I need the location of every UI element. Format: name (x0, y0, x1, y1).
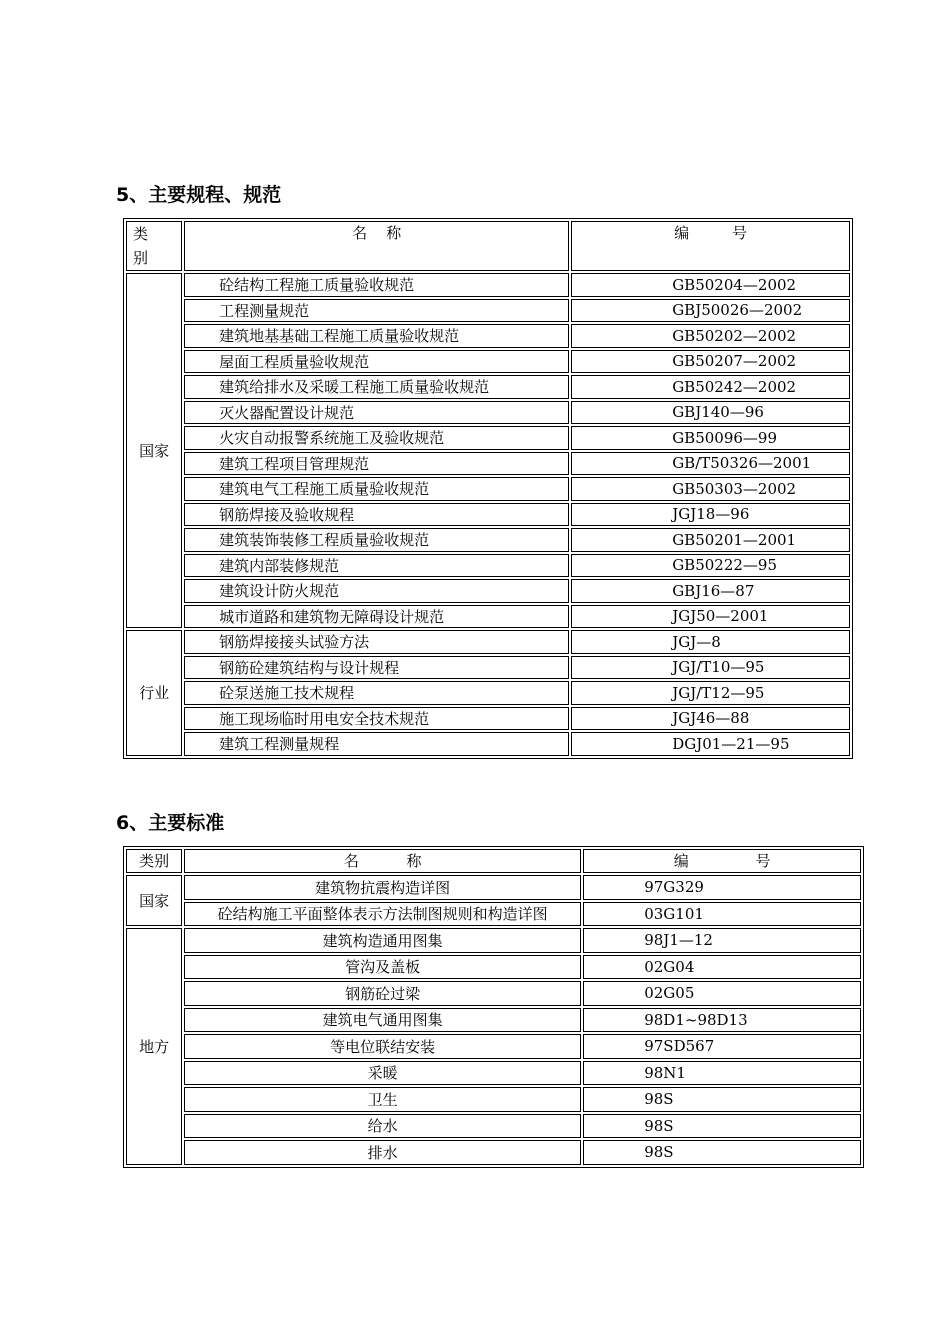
name-cell: 建筑物抗震构造详图 (184, 875, 581, 900)
table-row (126, 1140, 861, 1165)
code-cell: 98D1~98D13 (583, 1008, 861, 1033)
code-cell: JGJ18—96 (571, 503, 850, 527)
name-cell: 建筑工程项目管理规范 (184, 452, 569, 476)
header-name: 名 称 (184, 849, 581, 873)
name-cell: 钢筋砼建筑结构与设计规程 (184, 656, 569, 680)
code-cell: GB/T50326—2001 (571, 452, 850, 476)
header-code: 编 号 (571, 221, 850, 271)
header-row (126, 221, 850, 271)
name-cell: 建筑给排水及采暖工程施工质量验收规范 (184, 375, 569, 399)
table-row (126, 605, 850, 629)
code-cell: JGJ—8 (571, 630, 850, 654)
code-cell: GB50204—2002 (571, 273, 850, 297)
table-row (126, 1034, 861, 1059)
table-row (126, 299, 850, 323)
table-row (126, 528, 850, 552)
table-row (126, 273, 850, 297)
table-row (126, 401, 850, 425)
name-cell: 卫生 (184, 1087, 581, 1112)
name-cell: 屋面工程质量验收规范 (184, 350, 569, 374)
table-row (126, 902, 861, 927)
code-cell: GBJ16—87 (571, 579, 850, 603)
table-row (126, 1061, 861, 1086)
code-cell: 97SD567 (583, 1034, 861, 1059)
code-cell: GB50096—99 (571, 426, 850, 450)
section-5-heading: 5、主要规程、规范 (116, 184, 282, 206)
header-category: 类别 (126, 849, 182, 873)
table-row (126, 928, 861, 953)
name-cell: 等电位联结安装 (184, 1034, 581, 1059)
standards-table (123, 846, 864, 1168)
table-row (126, 681, 850, 705)
code-cell: GBJ50026—2002 (571, 299, 850, 323)
name-cell: 砼结构施工平面整体表示方法制图规则和构造详图 (184, 902, 581, 927)
table-row (126, 955, 861, 980)
name-cell: 建筑电气通用图集 (184, 1008, 581, 1033)
name-cell: 建筑构造通用图集 (184, 928, 581, 953)
table-row (126, 707, 850, 731)
code-cell: JGJ/T10—95 (571, 656, 850, 680)
code-cell: GB50222—95 (571, 554, 850, 578)
code-cell: JGJ50—2001 (571, 605, 850, 629)
code-cell: 98S (583, 1140, 861, 1165)
table-row (126, 732, 850, 756)
name-cell: 钢筋焊接接头试验方法 (184, 630, 569, 654)
table-row (126, 477, 850, 501)
table-row (126, 579, 850, 603)
code-cell: DGJ01—21—95 (571, 732, 850, 756)
name-cell: 建筑装饰装修工程质量验收规范 (184, 528, 569, 552)
code-cell: GB50202—2002 (571, 324, 850, 348)
name-cell: 建筑地基基础工程施工质量验收规范 (184, 324, 569, 348)
name-cell: 施工现场临时用电安全技术规范 (184, 707, 569, 731)
category-cell: 行业 (126, 630, 182, 756)
table-row (126, 375, 850, 399)
header-row (126, 849, 861, 873)
table-row (126, 1008, 861, 1033)
table-row (126, 1114, 861, 1139)
code-cell: 03G101 (583, 902, 861, 927)
name-cell: 管沟及盖板 (184, 955, 581, 980)
table-row (126, 426, 850, 450)
table-row (126, 981, 861, 1006)
table-row (126, 630, 850, 654)
table-row (126, 324, 850, 348)
name-cell: 建筑内部装修规范 (184, 554, 569, 578)
code-cell: GB50207—2002 (571, 350, 850, 374)
name-cell: 钢筋砼过梁 (184, 981, 581, 1006)
code-cell: 97G329 (583, 875, 861, 900)
header-code: 编 号 (583, 849, 861, 873)
code-cell: JGJ/T12—95 (571, 681, 850, 705)
table-row (126, 350, 850, 374)
code-cell: GB50201—2001 (571, 528, 850, 552)
table-row (126, 503, 850, 527)
code-cell: GBJ140—96 (571, 401, 850, 425)
header-category: 类 别 (126, 221, 182, 271)
code-cell: 98S (583, 1114, 861, 1139)
name-cell: 建筑电气工程施工质量验收规范 (184, 477, 569, 501)
table-row (126, 656, 850, 680)
name-cell: 排水 (184, 1140, 581, 1165)
name-cell: 砼泵送施工技术规程 (184, 681, 569, 705)
name-cell: 城市道路和建筑物无障碍设计规范 (184, 605, 569, 629)
category-cell: 地方 (126, 928, 182, 1165)
section-6-heading: 6、主要标准 (116, 812, 225, 834)
code-cell: 02G04 (583, 955, 861, 980)
category-cell: 国家 (126, 273, 182, 628)
category-cell: 国家 (126, 875, 182, 926)
regulations-table (123, 218, 853, 759)
code-cell: 98N1 (583, 1061, 861, 1086)
name-cell: 建筑工程测量规程 (184, 732, 569, 756)
table-row (126, 452, 850, 476)
name-cell: 采暖 (184, 1061, 581, 1086)
code-cell: GB50242—2002 (571, 375, 850, 399)
name-cell: 火灾自动报警系统施工及验收规范 (184, 426, 569, 450)
code-cell: 02G05 (583, 981, 861, 1006)
name-cell: 砼结构工程施工质量验收规范 (184, 273, 569, 297)
header-name: 名 称 (184, 221, 569, 271)
table-row (126, 875, 861, 900)
table-row (126, 1087, 861, 1112)
code-cell: 98J1—12 (583, 928, 861, 953)
name-cell: 建筑设计防火规范 (184, 579, 569, 603)
name-cell: 灭火器配置设计规范 (184, 401, 569, 425)
name-cell: 给水 (184, 1114, 581, 1139)
name-cell: 工程测量规范 (184, 299, 569, 323)
code-cell: GB50303—2002 (571, 477, 850, 501)
code-cell: 98S (583, 1087, 861, 1112)
name-cell: 钢筋焊接及验收规程 (184, 503, 569, 527)
table-row (126, 554, 850, 578)
code-cell: JGJ46—88 (571, 707, 850, 731)
